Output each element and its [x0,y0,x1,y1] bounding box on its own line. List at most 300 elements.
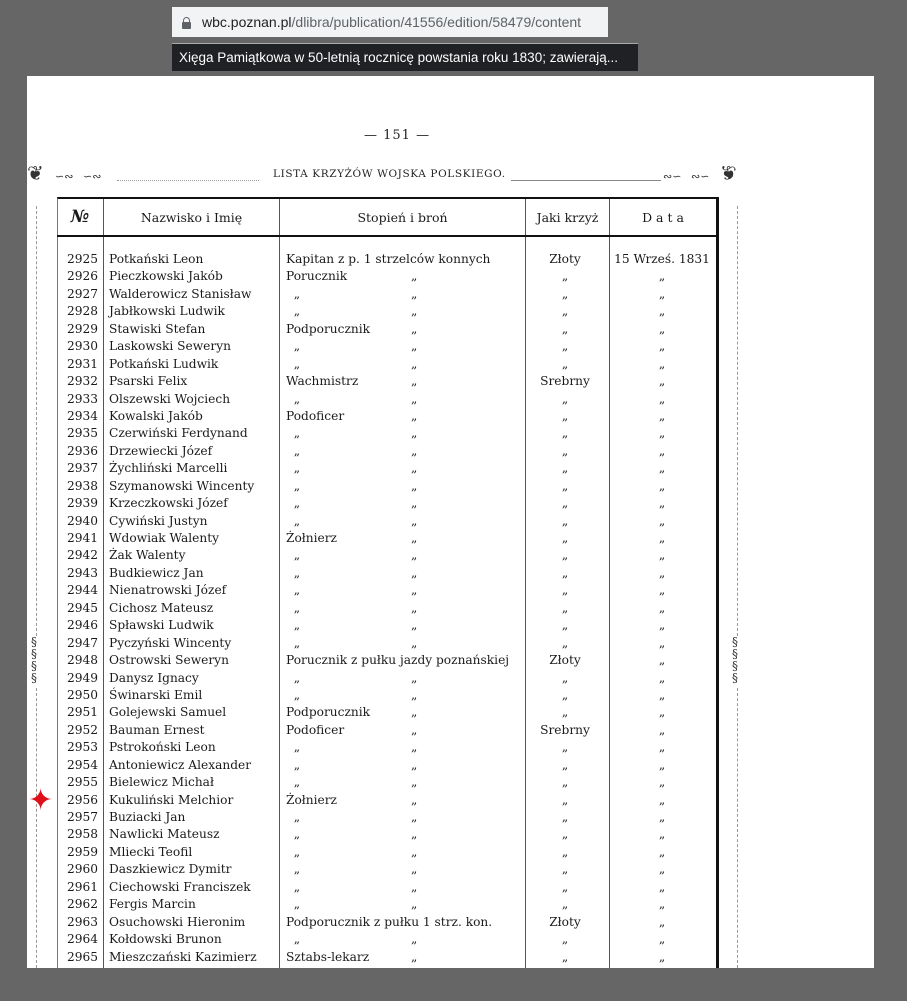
row-rank-ditto: „ [411,722,418,737]
table-row [57,269,717,286]
corner-ornament-left-icon: ❦ [27,161,44,185]
table-row [57,548,717,565]
table-row [57,496,717,513]
row-rank: „ [286,618,301,633]
row-rank: „ [286,670,301,685]
table-row [57,287,717,304]
table-row [57,740,717,757]
row-rank: „ [286,339,301,354]
header-rank: Stopień i broń [357,209,448,225]
row-rank-ditto: „ [411,321,418,336]
row-rank: „ [286,443,301,458]
row-cross: „ [561,618,569,633]
row-date: „ [658,914,666,929]
row-name: Żychliński Marcelli [109,461,228,476]
row-rank-ditto: „ [411,356,418,371]
table-row [57,653,717,670]
row-rank: „ [286,740,301,755]
row-number: 2952 [67,722,99,737]
row-rank-ditto: „ [411,304,418,319]
row-cross: „ [561,600,569,615]
row-rank-ditto: „ [411,635,418,650]
row-rank: „ [286,565,301,580]
row-rank: „ [286,478,301,493]
row-name: Mliecki Teofil [109,844,193,859]
row-name: Jabłkowski Ludwik [109,304,225,319]
row-cross: „ [561,949,569,964]
row-name: Kołdowski Brunon [109,932,222,947]
row-date: „ [658,426,666,441]
table-row [57,950,717,967]
row-cross: „ [561,757,569,772]
row-name: Kowalski Jakób [109,408,203,423]
row-rank: „ [286,286,301,301]
row-rank: „ [286,600,301,615]
row-cross: „ [561,513,569,528]
title-rule [511,180,661,181]
row-name: Budkiewicz Jan [109,565,204,580]
row-date: „ [658,705,666,720]
header-nr: № [70,207,90,227]
row-cross: „ [561,443,569,458]
row-cross: „ [561,705,569,720]
row-rank: „ [286,687,301,702]
row-cross: „ [561,461,569,476]
row-rank-ditto: „ [411,391,418,406]
row-date: „ [658,339,666,354]
row-date: „ [658,408,666,423]
row-rank: Sztabs-lekarz [286,949,370,964]
row-name: Golejewski Samuel [109,705,227,720]
row-name: Osuchowski Hieronim [109,914,246,929]
row-number: 2926 [67,269,99,284]
address-bar[interactable] [172,7,608,37]
row-name: Danysz Ignacy [109,670,199,685]
row-rank-ditto: „ [411,844,418,859]
row-date: „ [658,687,666,702]
row-date: „ [658,548,666,563]
row-rank-ditto: „ [411,949,418,964]
row-name: Krzeczkowski Józef [109,496,228,511]
row-number: 2929 [67,321,99,336]
row-rank-ditto: „ [411,618,418,633]
row-cross: „ [561,565,569,580]
row-number: 2954 [67,757,99,772]
row-cross: „ [561,408,569,423]
row-rank: Kapitan z p. 1 strzelców konnych [286,252,491,266]
row-cross: „ [561,897,569,912]
table-row [57,566,717,583]
scroll-ornament-icon: ∽∾ [55,170,74,183]
row-name: Pieczkowski Jakób [109,269,223,284]
row-number: 2935 [67,426,99,441]
row-date: „ [658,635,666,650]
row-date: „ [658,740,666,755]
row-rank-ditto: „ [411,583,418,598]
red-star-marker-icon: ✦ [28,783,54,818]
table-row [57,723,717,740]
table-row [57,322,717,339]
row-number: 2957 [67,810,99,824]
row-cross: „ [561,478,569,493]
scroll-ornament-icon: ∾∽ [663,170,682,183]
row-rank: „ [286,932,301,947]
row-number: 2927 [67,286,99,301]
row-cross: „ [561,687,569,702]
row-number: 2961 [67,879,99,894]
table-row [57,304,717,321]
row-rank-ditto: „ [411,897,418,912]
row-date: „ [658,810,666,824]
row-cross: „ [561,844,569,859]
row-cross: „ [561,932,569,947]
table-row [57,252,717,269]
row-rank: „ [286,583,301,598]
row-number: 2945 [67,600,99,615]
row-cross: „ [561,792,569,807]
table-row [57,357,717,374]
row-rank: „ [286,635,301,650]
row-rank-ditto: „ [411,478,418,493]
row-cross: „ [561,862,569,877]
table-row [57,426,717,443]
row-rank: „ [286,461,301,476]
row-name: Psarski Felix [109,374,188,389]
title-rule [117,180,259,181]
row-rank-ditto: „ [411,810,418,824]
row-rank-ditto: „ [411,687,418,702]
row-name: Cywiński Justyn [109,513,208,528]
row-date: „ [658,304,666,319]
row-number: 2960 [67,862,99,877]
margin-rule [36,206,37,636]
row-date: „ [658,670,666,685]
header-date: D a t a [642,209,684,225]
margin-rule [36,688,37,968]
row-date: „ [658,478,666,493]
table-row [57,531,717,548]
corner-ornament-right-icon: ❦ [720,161,737,185]
row-rank: „ [286,304,301,319]
row-cross: „ [561,740,569,755]
row-number: 2938 [67,478,99,493]
header-rule [57,235,718,237]
row-date: „ [658,618,666,633]
row-name: Antoniewicz Alexander [109,757,252,772]
row-name: Fergis Marcin [109,897,196,912]
row-number: 2928 [67,304,99,319]
row-rank-ditto: „ [411,531,418,545]
row-name: Potkański Ludwik [109,356,219,371]
row-rank: „ [286,827,301,842]
row-number: 2940 [67,513,99,528]
row-cross: Srebrny [540,374,590,389]
row-name: Bielewicz Michał [109,775,214,790]
table-row [57,461,717,478]
row-name: Nawlicki Mateusz [109,827,220,842]
row-rank-ditto: „ [411,600,418,615]
row-name: Bauman Ernest [109,722,205,737]
table-row [57,880,717,897]
row-name: Ostrowski Seweryn [109,653,229,668]
row-rank-ditto: „ [411,496,418,511]
table-row [57,688,717,705]
row-date: „ [658,496,666,511]
row-date: „ [658,374,666,389]
table-row [57,758,717,775]
row-name: Daszkiewicz Dymitr [109,862,232,877]
scroll-ornament-icon: ∾∽ [691,170,710,183]
row-date: „ [658,286,666,301]
row-cross: „ [561,635,569,650]
table-row [57,827,717,844]
table-row [57,636,717,653]
table-row [57,409,717,426]
row-date: „ [658,757,666,772]
row-rank: „ [286,548,301,563]
row-name: Pyczyński Wincenty [109,635,232,650]
row-rank-ditto: „ [411,426,418,441]
row-cross: „ [561,775,569,790]
row-cross: „ [561,827,569,842]
row-cross: „ [561,531,569,545]
row-rank: „ [286,356,301,371]
row-number: 2930 [67,339,99,354]
row-number: 2948 [67,653,99,668]
row-number: 2962 [67,897,99,912]
row-cross: Złoty [549,252,581,266]
row-rank: Wachmistrz [286,374,359,389]
row-rank: „ [286,513,301,528]
row-rank-ditto: „ [411,740,418,755]
row-rank: Porucznik z pułku jazdy poznańskiej [286,653,510,668]
row-date: „ [658,949,666,964]
row-date: „ [658,443,666,458]
row-date: „ [658,391,666,406]
table-row [57,915,717,932]
row-number: 2959 [67,844,99,859]
table-row [57,897,717,914]
row-rank-ditto: „ [411,443,418,458]
url-path: /dlibra/publication/41556/edition/58479/content [291,14,582,30]
row-number: 2946 [67,618,99,633]
header-name: Nazwisko i Imię [140,209,243,225]
row-rank: Żołnierz [286,531,337,545]
row-rank: „ [286,810,301,824]
row-cross: Złoty [549,914,581,929]
table-row [57,862,717,879]
table-row [57,392,717,409]
row-cross: Złoty [549,653,581,668]
header-cross: Jaki krzyż [536,209,599,225]
row-name: Wdowiak Walenty [109,531,219,545]
row-number: 2931 [67,356,99,371]
row-name: Świnarski Emil [109,687,203,702]
row-number: 2964 [67,932,99,947]
row-name: Potkański Leon [109,252,204,266]
row-cross: „ [561,426,569,441]
row-rank-ditto: „ [411,705,418,720]
row-date: „ [658,897,666,912]
row-number: 2963 [67,914,99,929]
row-date: „ [658,844,666,859]
row-number: 2950 [67,687,99,702]
row-date: „ [658,932,666,947]
row-date: „ [658,583,666,598]
row-rank-ditto: „ [411,792,418,807]
row-rank-ditto: „ [411,670,418,685]
row-rank-ditto: „ [411,757,418,772]
row-rank: Podoficer [286,722,345,737]
row-rank: Podporucznik [286,705,371,720]
row-date: „ [658,531,666,545]
row-rank: Porucznik [286,269,348,284]
row-cross: „ [561,356,569,371]
row-rank-ditto: „ [411,461,418,476]
scroll-ornament-icon: ∽∾ [83,170,102,183]
row-date: „ [658,879,666,894]
row-number: 2947 [67,635,99,650]
table-body [57,252,717,967]
row-number: 2939 [67,496,99,511]
row-number: 2953 [67,740,99,755]
row-number: 2955 [67,775,99,790]
margin-rule [737,688,738,968]
row-rank-ditto: „ [411,879,418,894]
row-rank-ditto: „ [411,775,418,790]
row-cross: „ [561,286,569,301]
row-number: 2944 [67,583,99,598]
row-number: 2925 [67,252,99,266]
row-name: Walderowicz Stanisław [109,286,252,301]
row-name: Cichosz Mateusz [109,600,214,615]
row-number: 2943 [67,565,99,580]
row-name: Ciechowski Franciszek [109,879,251,894]
table-row [57,618,717,635]
row-cross: „ [561,583,569,598]
table-row [57,775,717,792]
row-cross: „ [561,269,569,284]
table-row [57,514,717,531]
row-rank: „ [286,897,301,912]
row-number: 2958 [67,827,99,842]
row-cross: „ [561,391,569,406]
table-row [57,444,717,461]
row-number: 2965 [67,949,99,964]
row-date: „ [658,321,666,336]
row-rank: Podporucznik z pułku 1 strz. kon. [286,914,493,929]
row-rank-ditto: „ [411,286,418,301]
row-rank: „ [286,862,301,877]
row-rank: „ [286,757,301,772]
row-number: 2937 [67,461,99,476]
row-rank-ditto: „ [411,862,418,877]
row-cross: „ [561,496,569,511]
row-cross: „ [561,670,569,685]
row-date: „ [658,356,666,371]
row-rank-ditto: „ [411,548,418,563]
row-date: 15 Wrześ. 1831 [614,252,710,266]
row-rank-ditto: „ [411,269,418,284]
row-rank-ditto: „ [411,339,418,354]
table-row [57,845,717,862]
row-rank-ditto: „ [411,513,418,528]
row-rank: „ [286,775,301,790]
row-cross: „ [561,304,569,319]
row-name: Pstrokoński Leon [109,740,216,755]
row-cross: „ [561,321,569,336]
row-date: „ [658,565,666,580]
tooltip-title: Xięga Pamiątkowa w 50-letnią rocznicę powstania roku 1830; zawierają... [172,43,638,71]
row-number: 2941 [67,531,99,545]
row-rank: „ [286,879,301,894]
page-number: — 151 — [364,128,431,143]
row-number: 2951 [67,705,99,720]
table-row [57,601,717,618]
table-row [57,339,717,356]
row-name: Czerwiński Ferdynand [109,426,248,441]
row-rank-ditto: „ [411,827,418,842]
row-name: Szymanowski Wincenty [109,478,255,493]
row-number: 2956 [67,792,99,807]
row-name: Spławski Ludwik [109,618,214,633]
row-rank: Żołnierz [286,792,337,807]
row-cross: „ [561,339,569,354]
table-row [57,810,717,827]
row-name: Stawiski Stefan [109,321,206,336]
side-ornament-right-icon: § § § § [732,635,738,685]
row-cross: „ [561,548,569,563]
row-number: 2949 [67,670,99,685]
row-name: Mieszczański Kazimierz [109,949,257,964]
row-date: „ [658,513,666,528]
row-name: Laskowski Seweryn [109,339,231,354]
row-date: „ [658,653,666,668]
row-name: Olszewski Wojciech [109,391,231,406]
row-number: 2934 [67,408,99,423]
row-number: 2936 [67,443,99,458]
row-name: Nienatrowski Józef [109,583,227,598]
row-date: „ [658,792,666,807]
row-rank: „ [286,391,301,406]
row-date: „ [658,461,666,476]
row-cross: Srebrny [540,722,590,737]
row-rank: Podporucznik [286,321,371,336]
row-date: „ [658,862,666,877]
row-date: „ [658,827,666,842]
row-date: „ [658,722,666,737]
url-host: wbc.poznan.pl [202,14,292,30]
row-rank-ditto: „ [411,374,418,389]
row-rank-ditto: „ [411,408,418,423]
row-rank-ditto: „ [411,565,418,580]
row-name: Kukuliński Melchior [109,792,234,807]
row-rank-ditto: „ [411,932,418,947]
table-row [57,479,717,496]
table-row [57,671,717,688]
row-cross: „ [561,879,569,894]
row-rank: „ [286,496,301,511]
row-name: Drzewiecki Józef [109,443,213,458]
margin-rule [737,206,738,636]
table-row [57,705,717,722]
lock-icon [182,17,191,28]
table-row [57,793,717,810]
row-date: „ [658,775,666,790]
row-rank: „ [286,844,301,859]
row-date: „ [658,269,666,284]
side-ornament-left-icon: § § § § [31,635,37,685]
